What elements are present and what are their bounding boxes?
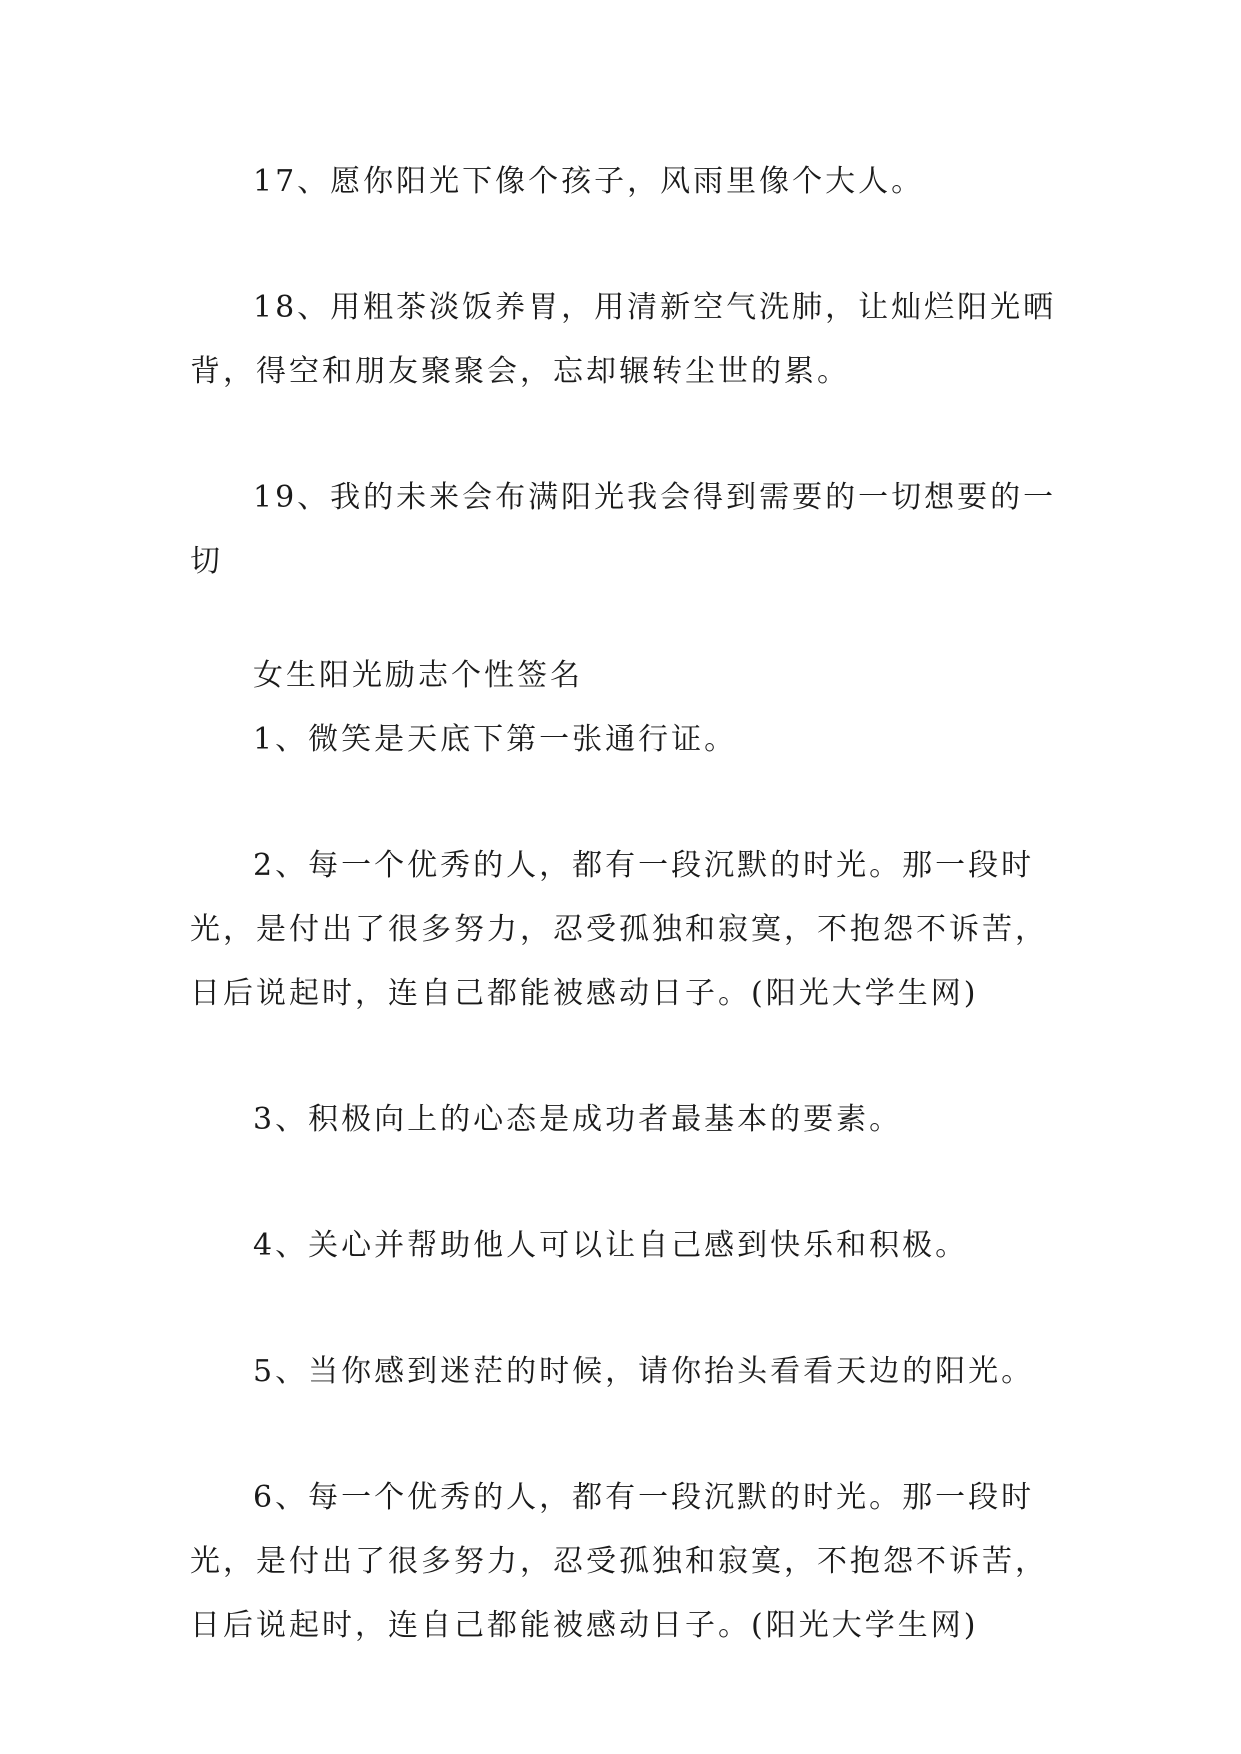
list-item-5: 5、当你感到迷茫的时候，请你抬头看看天边的阳光。	[253, 1354, 1035, 1389]
section-heading: 女生阳光励志个性签名	[253, 658, 583, 693]
paragraph-19: 19、我的未来会布满阳光我会得到需要的一切想要的一切	[190, 480, 1057, 579]
list-item-4: 4、关心并帮助他人可以让自己感到快乐和积极。	[253, 1228, 969, 1263]
list-item-3: 3、积极向上的心态是成功者最基本的要素。	[253, 1102, 903, 1137]
list-item-2: 2、每一个优秀的人，都有一段沉默的时光。那一段时光，是付出了很多努力，忍受孤独和寂寞，不抱怨不诉苦，日后说起时，连自己都能被感动日子。(阳光大学生网)	[190, 848, 1048, 1011]
document-body	[190, 150, 1060, 1720]
list-item-1: 1、微笑是天底下第一张通行证。	[253, 722, 738, 757]
paragraph-18: 18、用粗茶淡饭养胃，用清新空气洗肺，让灿烂阳光晒背，得空和朋友聚聚会，忘却辗转尘世的累。	[190, 290, 1057, 389]
paragraph-17: 17、愿你阳光下像个孩子，风雨里像个大人。	[253, 164, 925, 199]
list-item-6: 6、每一个优秀的人，都有一段沉默的时光。那一段时光，是付出了很多努力，忍受孤独和寂寞，不抱怨不诉苦，日后说起时，连自己都能被感动日子。(阳光大学生网)	[190, 1480, 1048, 1643]
